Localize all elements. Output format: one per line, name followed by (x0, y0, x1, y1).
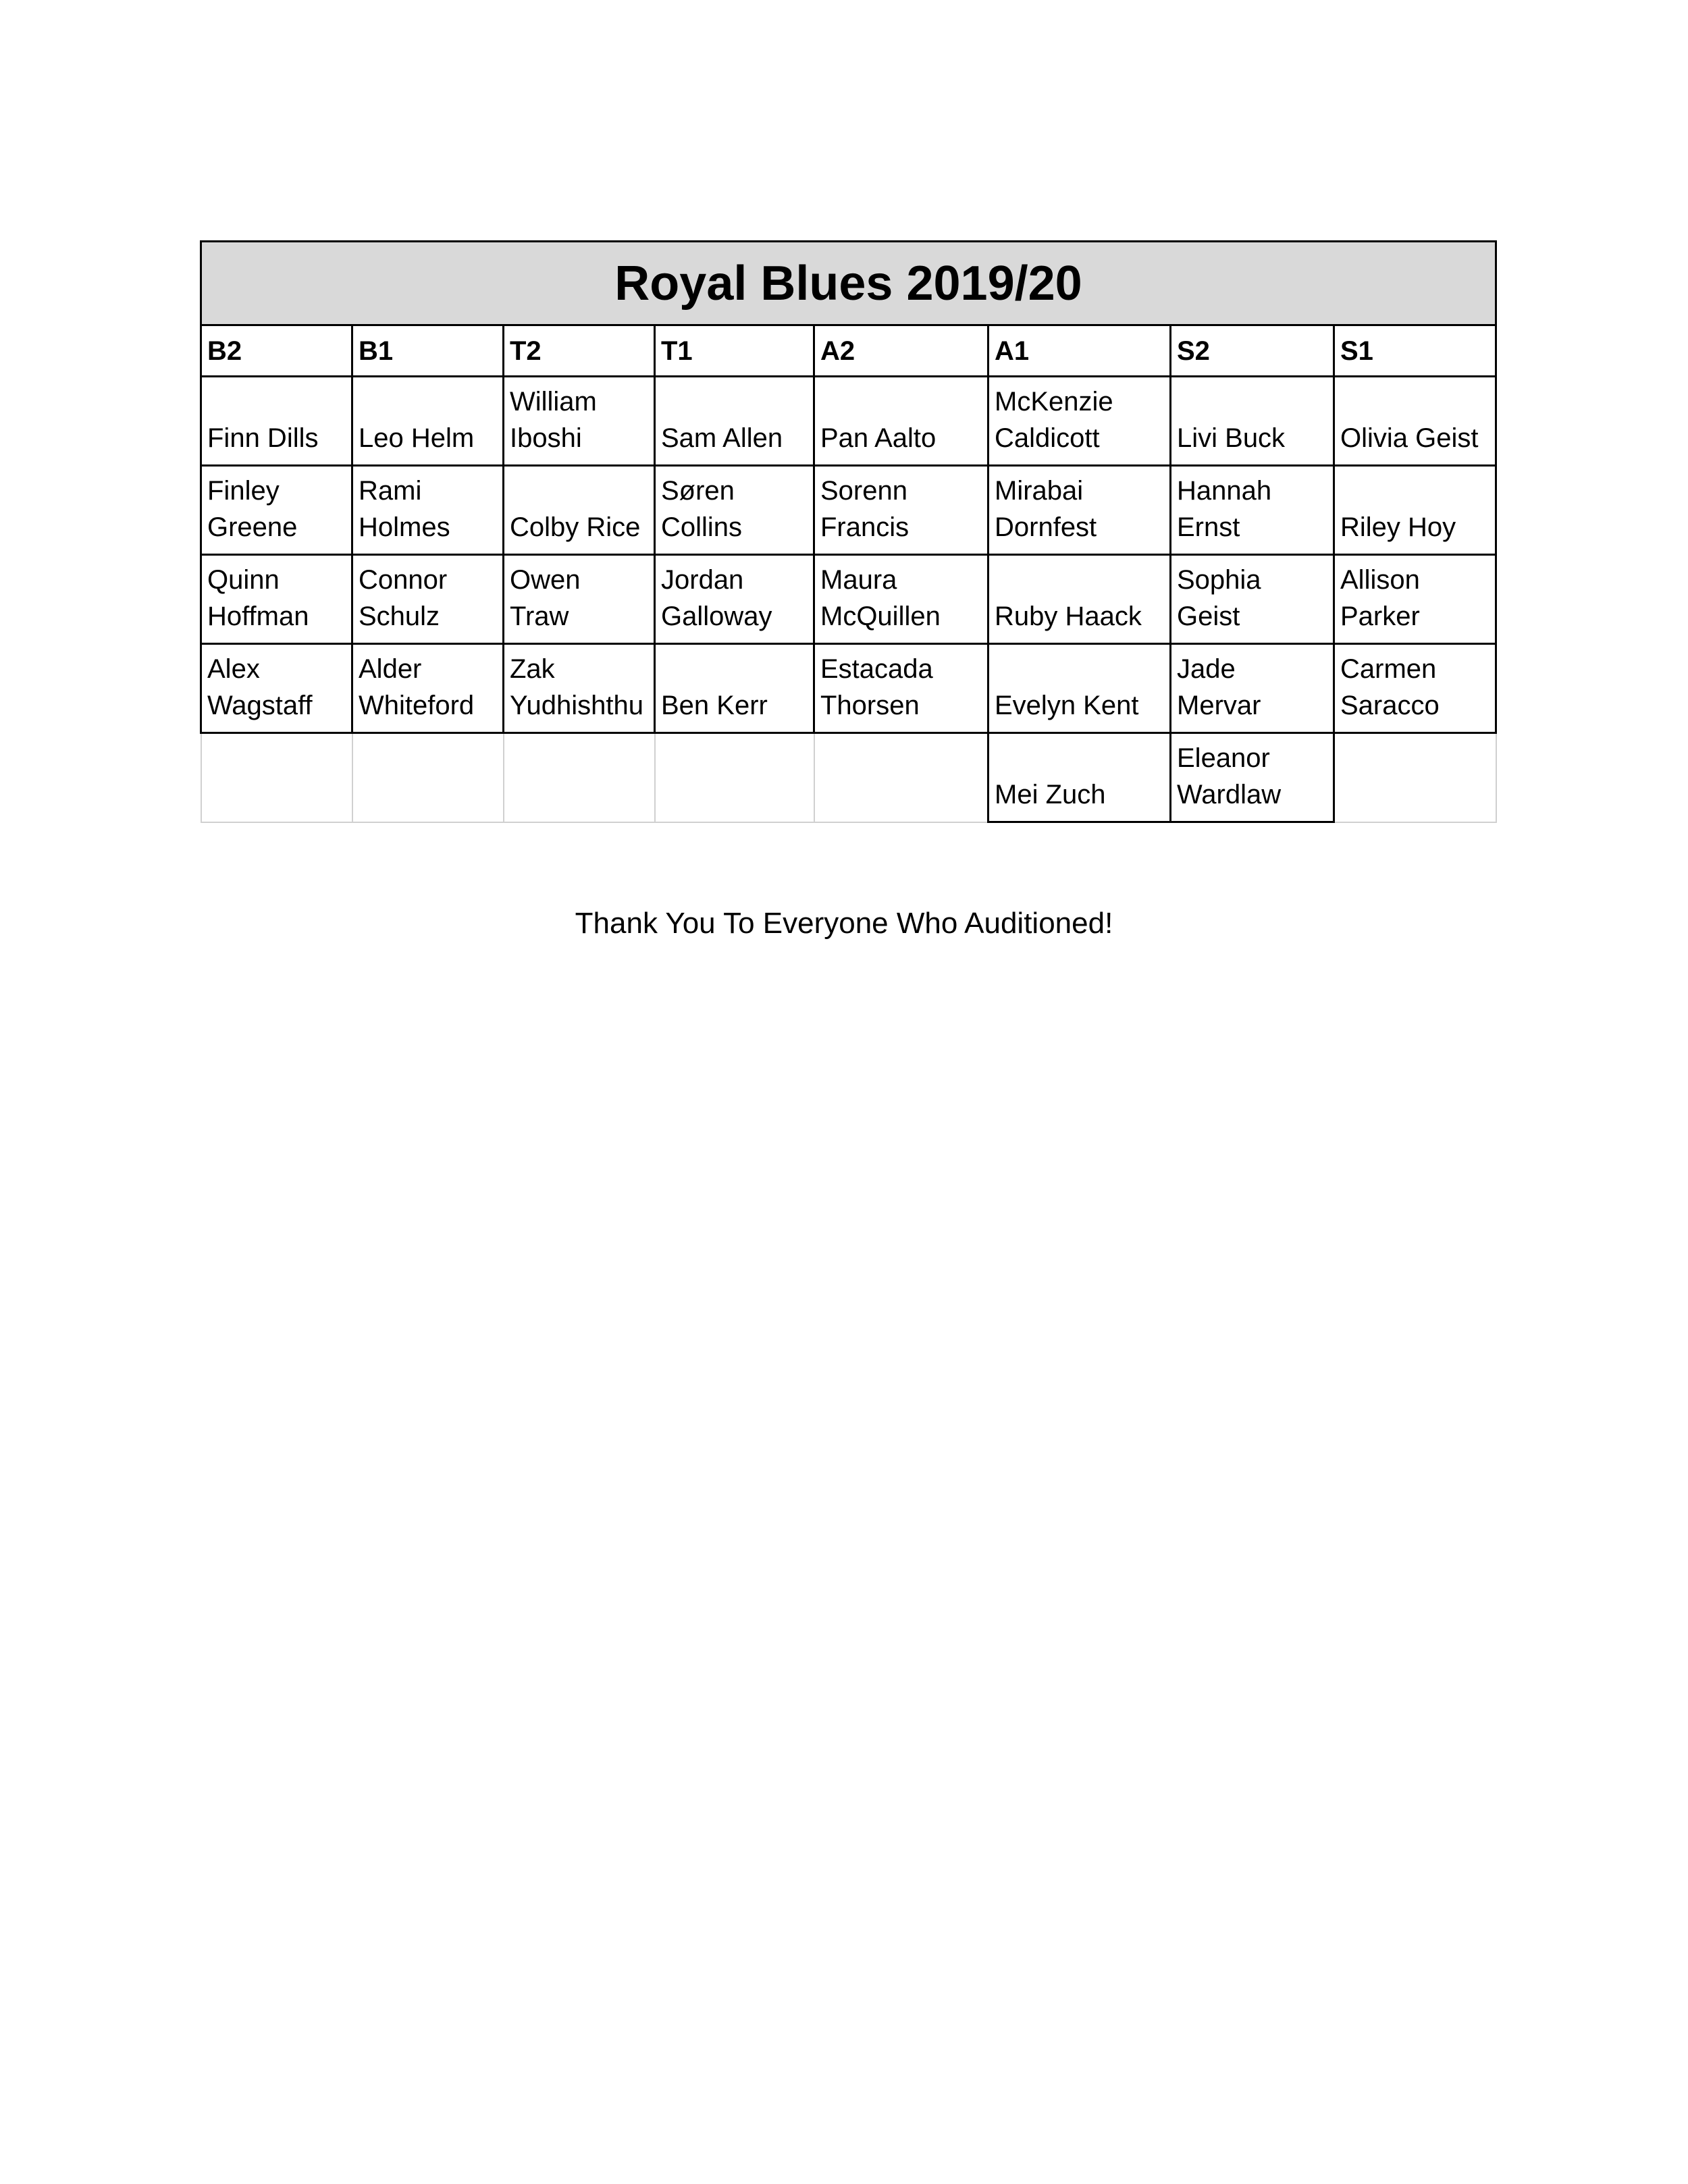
column-header-a2: A2 (814, 325, 988, 377)
name-line-2: Ruby Haack (995, 602, 1142, 631)
header-row (201, 325, 1496, 377)
roster-cell (655, 466, 814, 555)
name-line-1 (207, 741, 352, 777)
name-line-2: Finn Dills (207, 423, 319, 453)
name-line-2: Holmes (359, 512, 450, 542)
name-line-1: Estacada (820, 654, 933, 684)
name-line-2 (510, 777, 654, 814)
name-line-2: Greene (207, 512, 298, 542)
name-line-2: Livi Buck (1177, 423, 1286, 453)
roster-cell (814, 555, 988, 644)
name-line-2: Ernst (1177, 512, 1240, 542)
name-line-2: Whiteford (359, 691, 475, 720)
column-header-t1: T1 (655, 325, 814, 377)
name-line-2 (820, 777, 988, 814)
roster-cell (1334, 466, 1496, 555)
name-line-1: Connor (359, 565, 448, 595)
name-line-1: Jade (1177, 654, 1236, 684)
name-line-2: Mervar (1177, 691, 1261, 720)
name-line-2: Evelyn Kent (995, 691, 1139, 720)
name-line-1 (1340, 383, 1495, 420)
name-line-1: Maura (820, 565, 897, 595)
table-row (201, 466, 1496, 555)
name-line-2: Saracco (1340, 691, 1440, 720)
column-header-s1: S1 (1334, 325, 1496, 377)
roster-cell (352, 733, 504, 822)
name-line-1: Allison (1340, 565, 1420, 595)
name-line-2: McQuillen (820, 602, 941, 631)
roster-cell (1334, 377, 1496, 466)
name-line-1: Mirabai (995, 476, 1084, 506)
roster-cell (1171, 733, 1334, 822)
roster-cell (988, 377, 1171, 466)
thank-you-note: Thank You To Everyone Who Auditioned! (575, 907, 1113, 940)
roster-cell (988, 644, 1171, 733)
roster-cell (655, 644, 814, 733)
name-line-1: Alder (359, 654, 422, 684)
name-line-2: Traw (510, 602, 569, 631)
name-line-2: Yudhishthu (510, 691, 643, 720)
name-line-1: Alex (207, 654, 260, 684)
column-header-a1: A1 (988, 325, 1171, 377)
name-line-2: Olivia Geist (1340, 423, 1479, 453)
roster-cell (352, 377, 504, 466)
roster-table (200, 240, 1497, 823)
roster-cell (814, 644, 988, 733)
name-line-2: Wagstaff (207, 691, 313, 720)
name-line-1 (820, 383, 987, 420)
roster-cell (201, 733, 352, 822)
roster-cell (1334, 555, 1496, 644)
roster-cell (352, 644, 504, 733)
name-line-1: Rami (359, 476, 422, 506)
name-line-1: Sophia (1177, 565, 1261, 595)
name-line-1 (359, 741, 503, 777)
name-line-2: Parker (1340, 602, 1420, 631)
column-header-b1: B1 (352, 325, 504, 377)
table-row (201, 377, 1496, 466)
roster-cell (1171, 644, 1334, 733)
column-header-t2: T2 (504, 325, 655, 377)
name-line-1 (995, 651, 1169, 687)
roster-cell (201, 377, 352, 466)
name-line-1: Jordan (661, 565, 744, 595)
roster-cell (201, 555, 352, 644)
name-line-2: Iboshi (510, 423, 582, 453)
roster-cell (655, 377, 814, 466)
name-line-1 (820, 741, 988, 777)
name-line-2 (1340, 777, 1496, 814)
roster-cell (352, 555, 504, 644)
name-line-2: Leo Helm (359, 423, 475, 453)
name-line-2: Colby Rice (510, 512, 641, 542)
name-line-1: Zak (510, 654, 555, 684)
name-line-2: Mei Zuch (995, 780, 1106, 809)
table-title: Royal Blues 2019/20 (201, 242, 1496, 325)
roster-cell (504, 644, 655, 733)
name-line-1 (995, 740, 1169, 776)
name-line-1: Carmen (1340, 654, 1437, 684)
name-line-2: Pan Aalto (820, 423, 937, 453)
name-line-1: Finley (207, 476, 280, 506)
roster-cell (655, 555, 814, 644)
roster-body (201, 377, 1496, 822)
table-row (201, 555, 1496, 644)
roster-cell (1171, 466, 1334, 555)
roster-cell (814, 466, 988, 555)
roster-cell (504, 377, 655, 466)
name-line-2: Ben Kerr (661, 691, 768, 720)
roster-cell (1171, 555, 1334, 644)
name-line-2: Thorsen (820, 691, 920, 720)
name-line-1: McKenzie (995, 387, 1113, 417)
name-line-1 (510, 473, 654, 509)
name-line-2 (661, 777, 814, 814)
roster-cell (655, 733, 814, 822)
roster-cell (504, 555, 655, 644)
roster-cell (988, 555, 1171, 644)
name-line-2 (359, 777, 503, 814)
table-row (201, 644, 1496, 733)
name-line-2: Riley Hoy (1340, 512, 1456, 542)
roster-cell (504, 733, 655, 822)
roster-cell (1334, 644, 1496, 733)
column-header-b2: B2 (201, 325, 352, 377)
name-line-2: Francis (820, 512, 909, 542)
table-row (201, 733, 1496, 822)
name-line-2: Collins (661, 512, 743, 542)
roster-cell (352, 466, 504, 555)
name-line-1: Quinn (207, 565, 280, 595)
name-line-1: Owen (510, 565, 581, 595)
name-line-1 (661, 651, 813, 687)
name-line-2: Hoffman (207, 602, 309, 631)
name-line-2: Schulz (359, 602, 440, 631)
roster-cell (988, 466, 1171, 555)
roster-cell (988, 733, 1171, 822)
name-line-1 (510, 741, 654, 777)
roster-cell (1171, 377, 1334, 466)
name-line-1 (1340, 741, 1496, 777)
roster-cell (814, 733, 988, 822)
name-line-1: Søren (661, 476, 735, 506)
title-row (201, 242, 1496, 325)
roster-cell (1334, 733, 1496, 822)
roster-cell (814, 377, 988, 466)
name-line-2: Dornfest (995, 512, 1097, 542)
name-line-1 (359, 383, 502, 420)
name-line-1: Eleanor (1177, 743, 1270, 773)
roster-cell (504, 466, 655, 555)
name-line-2: Galloway (661, 602, 772, 631)
name-line-1 (1177, 383, 1333, 420)
name-line-1 (661, 383, 813, 420)
name-line-1: Sorenn (820, 476, 907, 506)
name-line-1 (995, 562, 1169, 598)
name-line-2: Geist (1177, 602, 1240, 631)
name-line-2: Caldicott (995, 423, 1100, 453)
roster-cell (201, 466, 352, 555)
name-line-1 (661, 741, 814, 777)
name-line-2: Wardlaw (1177, 780, 1282, 809)
name-line-1: William (510, 387, 597, 417)
name-line-1 (1340, 473, 1495, 509)
name-line-2 (207, 777, 352, 814)
roster-cell (201, 644, 352, 733)
name-line-1 (207, 383, 351, 420)
name-line-1: Hannah (1177, 476, 1272, 506)
name-line-2: Sam Allen (661, 423, 783, 453)
column-header-s2: S2 (1171, 325, 1334, 377)
